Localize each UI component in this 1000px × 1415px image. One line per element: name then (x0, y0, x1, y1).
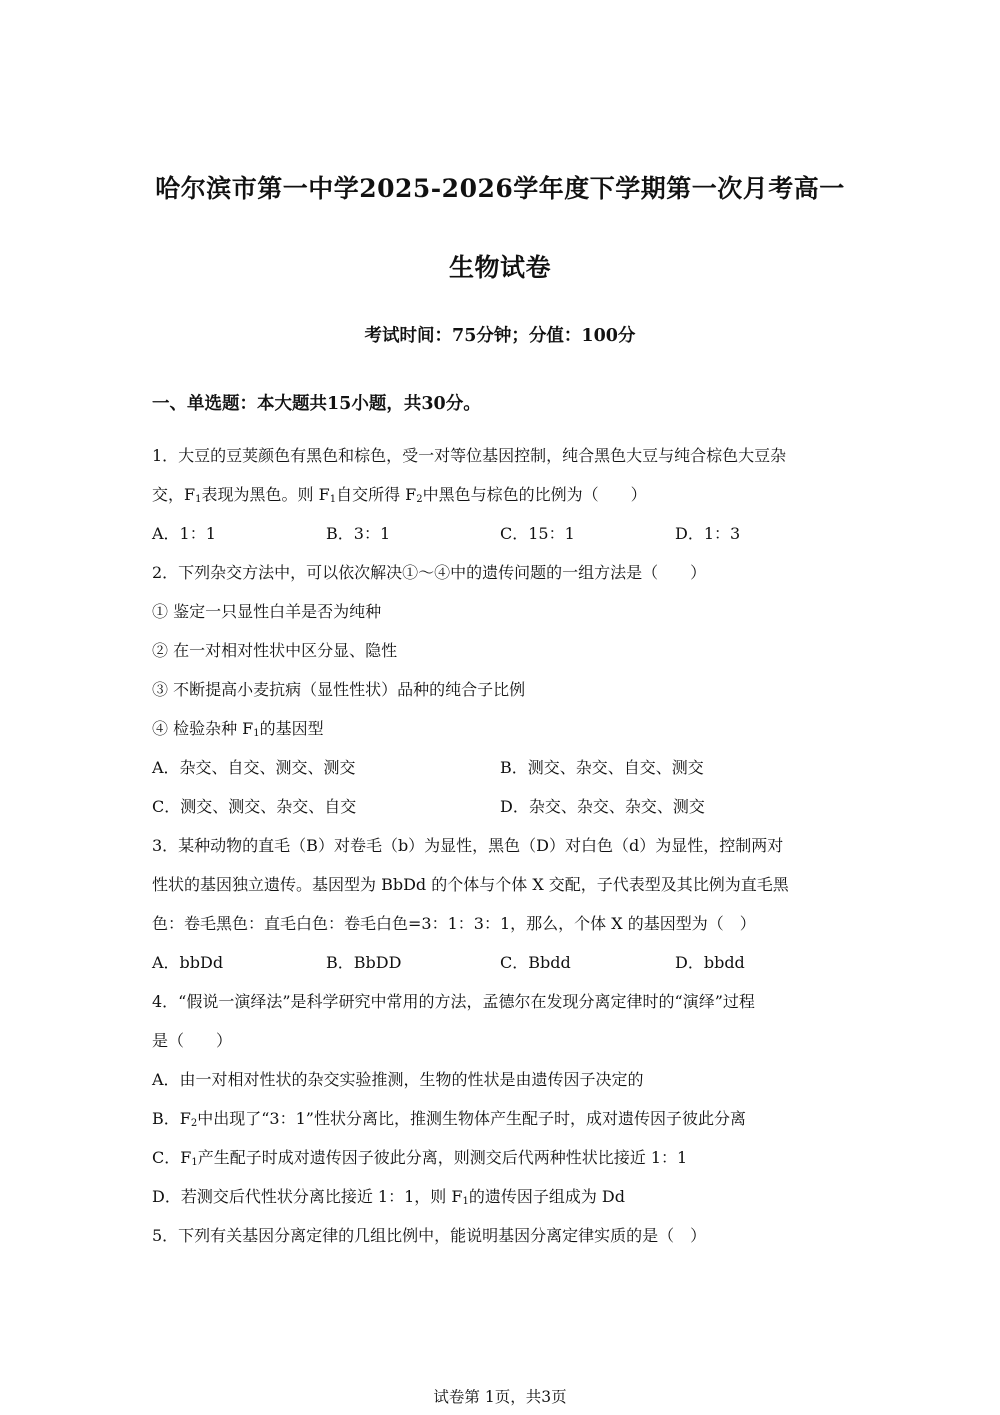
q1-stem-line1: 1．大豆的豆荚颜色有黑色和棕色，受一对等位基因控制，纯合黑色大豆与纯合棕色大豆杂 (152, 446, 787, 465)
q2-text: 的基因型 (259, 719, 324, 738)
q3-stem-line2: 性状的基因独立遗传。基因型为 BbDd 的个体与个体 X 交配，子代表型及其比例为直毛黑 (152, 875, 789, 894)
subscript: 1 (253, 728, 260, 739)
q4-stem-line1: 4．“假说一演绎法”是科学研究中常用的方法，孟德尔在发现分离定律时的“演绎”过程 (152, 992, 755, 1011)
q4-text: C．F (152, 1148, 192, 1167)
q1-option-d: D．1：3 (675, 524, 741, 543)
subscript: 2 (416, 494, 423, 505)
q4-option-c (152, 1148, 687, 1168)
q1-text: 表现为黑色。则 F (201, 485, 330, 504)
subscript: 1 (329, 494, 337, 505)
section-heading: 一、单选题：本大题共15小题，共30分。 (152, 394, 481, 414)
q2-item-2: ② 在一对相对性状中区分显、隐性 (152, 641, 398, 660)
q1-text: 交，F (152, 485, 196, 504)
q5-stem: 5．下列有关基因分离定律的几组比例中，能说明基因分离定律实质的是（ ） (152, 1226, 707, 1245)
q2-item-3: ③ 不断提高小麦抗病（显性性状）品种的纯合子比例 (152, 680, 526, 699)
q3-option-c: C．Bbdd (500, 953, 571, 972)
q2-text: ④ 检验杂种 F (152, 719, 254, 738)
exam-info: 考试时间：75分钟；分值：100分 (364, 326, 636, 346)
q1-text: 中黑色与棕色的比例为（ ） (422, 485, 647, 504)
subscript: 1 (462, 1196, 469, 1207)
q4-text: D．若测交后代性状分离比接近 1：1，则 F (152, 1187, 463, 1206)
q3-stem-line1: 3．某种动物的直毛（B）对卷毛（b）为显性，黑色（D）对白色（d）为显性，控制两对 (152, 836, 784, 855)
q1-text: 自交所得 F (336, 485, 417, 504)
q1-stem-line2 (152, 485, 647, 505)
subscript: 2 (190, 1118, 198, 1129)
q3-stem-line3: 色：卷毛黑色：直毛白色：卷毛白色=3：1：3：1，那么，个体 X 的基因型为（ ） (152, 914, 756, 933)
exam-title-line2: 生物试卷 (448, 253, 551, 282)
q4-option-b (152, 1109, 746, 1129)
q3-option-d: D．bbdd (675, 953, 745, 972)
q1-option-b: B．3：1 (326, 524, 391, 543)
exam-title-line1: 哈尔滨市第一中学2025-2026学年度下学期第一次月考高一 (155, 174, 845, 203)
q4-text: B．F (152, 1109, 191, 1128)
q4-option-d (152, 1187, 625, 1207)
subscript: 1 (195, 494, 202, 505)
q2-stem: 2．下列杂交方法中，可以依次解决①～④中的遗传问题的一组方法是（ ） (152, 563, 707, 582)
q4-stem-line2: 是（ ） (152, 1031, 233, 1050)
page-footer: 试卷第 1页，共3页 (433, 1388, 567, 1406)
q2-item-1: ① 鉴定一只显性白羊是否为纯种 (152, 602, 382, 621)
q2-item-4 (152, 719, 324, 739)
q2-option-b: B．测交、杂交、自交、测交 (500, 758, 704, 777)
q4-text: 中出现了“3：1”性状分离比，推测生物体产生配子时，成对遗传因子彼此分离 (197, 1109, 746, 1128)
subscript: 1 (191, 1157, 198, 1168)
q1-option-a: A．1：1 (152, 524, 216, 543)
q3-option-b: B．BbDD (326, 953, 402, 972)
q4-text: 产生配子时成对遗传因子彼此分离，则测交后代两种性状比接近 1：1 (197, 1148, 688, 1167)
q2-option-d: D．杂交、杂交、杂交、测交 (500, 797, 705, 816)
q2-option-c: C．测交、测交、杂交、自交 (152, 797, 357, 816)
q4-option-a: A．由一对相对性状的杂交实验推测，生物的性状是由遗传因子决定的 (152, 1070, 644, 1089)
q4-text: 的遗传因子组成为 Dd (468, 1187, 626, 1206)
q3-option-a: A．bbDd (152, 953, 224, 972)
q1-option-c: C．15：1 (500, 524, 575, 543)
q2-option-a: A．杂交、自交、测交、测交 (152, 758, 356, 777)
